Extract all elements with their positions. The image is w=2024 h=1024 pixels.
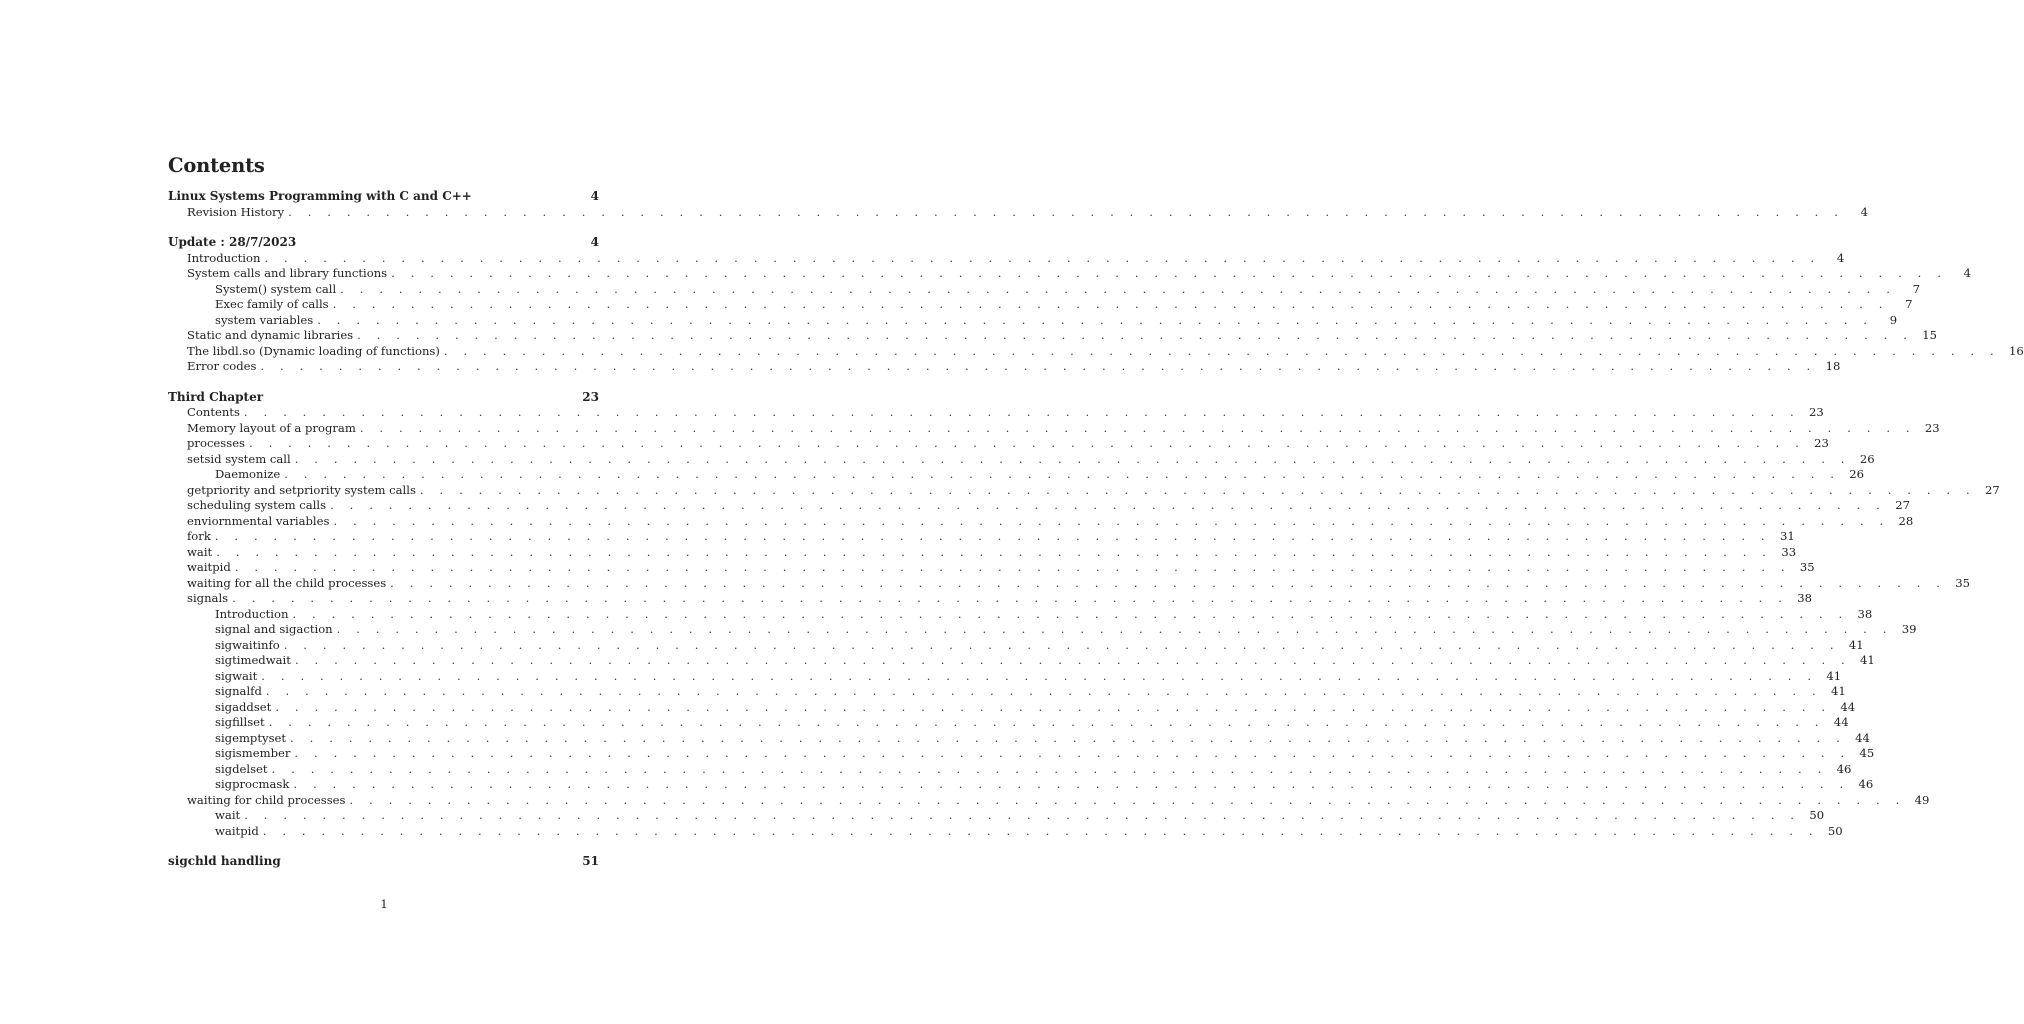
toc-entry[interactable]: [168, 606, 1873, 623]
toc-entry-page: 16: [2009, 343, 2024, 358]
toc-entry-page: 23: [1809, 405, 1824, 419]
toc-entry[interactable]: [168, 560, 1815, 576]
toc-entry[interactable]: [168, 343, 2024, 360]
page-title: Contents: [168, 154, 265, 177]
toc-entry-page: 35: [1799, 560, 1815, 574]
toc-entry[interactable]: [168, 653, 1875, 669]
toc-entry[interactable]: [168, 250, 1845, 267]
toc-entry[interactable]: [168, 529, 1795, 545]
toc-chapter: [168, 189, 1869, 220]
toc-entry[interactable]: [168, 715, 1849, 731]
toc-entry-page: 46: [1858, 777, 1874, 791]
toc-entry[interactable]: [168, 513, 1914, 530]
dot-leader: . . . . . . . . . . . . . . . . . . . . . . . . . . . . . . . . . . . . . . . . . . . . . . . . . . . . . . . . . . . . . . . . . . . . . . . . . . . . . . . .: [262, 823, 1819, 838]
toc-entry-page: 33: [1781, 544, 1797, 559]
dot-leader: . . . . . . . . . . . . . . . . . . . . . . . . . . . . . . . . . . . . . . . . . . . . . . . . . . . . . . . . . . . . . . . . . . . . . . . . . . . . . . . .: [443, 343, 2000, 358]
dot-leader: . . . . . . . . . . . . . . . . . . . . . . . . . . . . . . . . . . . . . . . . . . . . . . . . . . . . . . . . . . . . . . . . . . . . . . . . . . . . . . . .: [264, 250, 1821, 265]
toc-entry-page: 44: [1833, 715, 1849, 729]
toc-entry[interactable]: [168, 266, 1972, 282]
toc-entry-page: 7: [1905, 297, 1913, 311]
toc-chapter-heading[interactable]: [168, 189, 599, 205]
toc-entry[interactable]: [168, 777, 1874, 793]
toc-entry[interactable]: [168, 436, 1829, 452]
page-number: 1: [380, 897, 388, 911]
toc-entry[interactable]: [168, 575, 1971, 592]
toc-entry[interactable]: [168, 792, 1930, 809]
toc-entry-page: 41: [1848, 637, 1864, 652]
table-of-contents: [168, 189, 2024, 885]
toc-entry[interactable]: [168, 544, 1797, 561]
toc-entry-label: sigwaitinfo: [215, 637, 280, 652]
toc-entry-label: wait: [187, 544, 213, 559]
toc-entry[interactable]: [168, 498, 1910, 514]
toc-entry-label: Introduction: [187, 250, 261, 265]
dot-leader: . . . . . . . . . . . . . . . . . . . . . . . . . . . . . . . . . . . . . . . . . . . . . . . . . . . . . . . . . . . . . . . . . . . . . . . . . . . . . . . .: [391, 266, 1948, 280]
toc-entry-page: 4: [1860, 204, 1869, 219]
toc-entry-label: sigwait: [215, 668, 258, 683]
toc-entry-page: 39: [1901, 622, 1917, 636]
toc-entry-page: 50: [1827, 823, 1843, 838]
toc-entry[interactable]: [168, 467, 1865, 483]
toc-entry-label: System calls and library functions: [187, 266, 388, 280]
dot-leader: . . . . . . . . . . . . . . . . . . . . . . . . . . . . . . . . . . . . . . . . . . . . . . . . . . . . . . . . . . . . . . . . . . . . . . . . . . . . . . . .: [333, 513, 1890, 528]
dot-leader: . . . . . . . . . . . . . . . . . . . . . . . . . . . . . . . . . . . . . . . . . . . . . . . . . . . . . . . . . . . . . . . . . . . . . . . . . . . . . . . .: [265, 684, 1822, 698]
toc-entry-page: 41: [1860, 653, 1875, 667]
toc-entry[interactable]: [168, 699, 1856, 716]
toc-chapter-page: 23: [582, 389, 599, 404]
dot-leader: . . . . . . . . . . . . . . . . . . . . . . . . . . . . . . . . . . . . . . . . . . . . . . . . . . . . . . . . . . . . . . . . . . . . . . . . . . . . . . . .: [234, 560, 1791, 574]
toc-entry-page: 9: [1889, 312, 1898, 327]
dot-leader: . . . . . . . . . . . . . . . . . . . . . . . . . . . . . . . . . . . . . . . . . . . . . . . . . . . . . . . . . . . . . . . . . . . . . . . . . . . . . . . .: [349, 792, 1906, 807]
toc-entry-label: system variables: [215, 312, 314, 327]
toc-entry-page: 45: [1859, 746, 1875, 760]
toc-entry[interactable]: [168, 359, 1841, 375]
toc-entry-page: 46: [1836, 761, 1852, 776]
toc-entry-label: The libdl.so (Dynamic loading of functions): [187, 343, 440, 358]
toc-entry-page: 38: [1857, 606, 1873, 621]
toc-entry[interactable]: [168, 482, 2000, 499]
toc-entry[interactable]: [168, 328, 1938, 344]
toc-entry-label: signalfd: [215, 684, 262, 698]
toc-entry-label: Contents: [187, 405, 240, 419]
toc-entry-label: sigismember: [215, 746, 291, 760]
toc-entry-label: waiting for child processes: [187, 792, 346, 807]
dot-leader: . . . . . . . . . . . . . . . . . . . . . . . . . . . . . . . . . . . . . . . . . . . . . . . . . . . . . . . . . . . . . . . . . . . . . . . . . . . . . . . .: [243, 405, 1800, 419]
toc-entry-label: Error codes: [187, 359, 257, 373]
toc-entry-label: waitpid: [187, 560, 231, 574]
toc-entry-page: 23: [1924, 420, 1940, 435]
toc-entry[interactable]: [168, 312, 1898, 329]
toc-entry-page: 26: [1859, 451, 1875, 466]
toc-entry-label: Exec family of calls: [215, 297, 329, 311]
dot-leader: . . . . . . . . . . . . . . . . . . . . . . . . . . . . . . . . . . . . . . . . . . . . . . . . . . . . . . . . . . . . . . . . . . . . . . . . . . . . . . . .: [293, 777, 1850, 791]
dot-leader: . . . . . . . . . . . . . . . . . . . . . . . . . . . . . . . . . . . . . . . . . . . . . . . . . . . . . . . . . . . . . . . . . . . . . . . . . . . . . . . .: [390, 575, 1947, 590]
toc-entry[interactable]: [168, 808, 1825, 824]
toc-chapter-heading[interactable]: [168, 854, 599, 870]
toc-entry[interactable]: [168, 204, 1869, 221]
dot-leader: . . . . . . . . . . . . . . . . . . . . . . . . . . . . . . . . . . . . . . . . . . . . . . . . . . . . . . . . . . . . . . . . . . . . . . . . . . . . . . . .: [249, 436, 1805, 450]
dot-leader: . . . . . . . . . . . . . . . . . . . . . . . . . . . . . . . . . . . . . . . . . . . . . . . . . . . . . . . . . . . . . . . . . . . . . . . . . . . . . . . .: [294, 653, 1851, 667]
toc-entry-page: 49: [1914, 792, 1930, 807]
toc-entry-page: 18: [1825, 359, 1841, 373]
toc-entry-page: 41: [1826, 668, 1842, 683]
toc-entry-label: System() system call: [215, 281, 337, 296]
toc-entry[interactable]: [168, 297, 1913, 313]
toc-entry[interactable]: [168, 823, 1843, 840]
toc-entry-label: signals: [187, 591, 229, 605]
toc-entry-page: 35: [1955, 575, 1971, 590]
toc-entry-page: 4: [1836, 250, 1845, 265]
toc-entry-label: wait: [215, 808, 241, 822]
toc-entry-label: signal and sigaction: [215, 622, 333, 636]
toc-chapter-title: Update : 28/7/2023: [168, 235, 297, 249]
toc-entry-label: waiting for all the child processes: [187, 575, 387, 590]
toc-entry[interactable]: [168, 746, 1875, 762]
dot-leader: . . . . . . . . . . . . . . . . . . . . . . . . . . . . . . . . . . . . . . . . . . . . . . . . . . . . . . . . . . . . . . . . . . . . . . . . . . . . . . . .: [359, 420, 1916, 435]
toc-entry-page: 44: [1855, 730, 1870, 745]
toc-entry[interactable]: [168, 637, 1864, 654]
dot-leader: . . . . . . . . . . . . . . . . . . . . . . . . . . . . . . . . . . . . . . . . . . . . . . . . . . . . . . . . . . . . . . . . . . . . . . . . . . . . . . . .: [336, 622, 1893, 636]
dot-leader: . . . . . . . . . . . . . . . . . . . . . . . . . . . . . . . . . . . . . . . . . . . . . . . . . . . . . . . . . . . . . . . . . . . . . . . . . . . . . . . .: [332, 297, 1889, 311]
toc-chapter-page: 4: [590, 235, 599, 249]
dot-leader: . . . . . . . . . . . . . . . . . . . . . . . . . . . . . . . . . . . . . . . . . . . . . . . . . . . . . . . . . . . . . . . . . . . . . . . . . . . . . . . .: [292, 606, 1849, 621]
dot-leader: . . . . . . . . . . . . . . . . . . . . . . . . . . . . . . . . . . . . . . . . . . . . . . . . . . . . . . . . . . . . . . . . . . . . . . . . . . . . . . . .: [317, 312, 1874, 327]
toc-entry-label: sigtimedwait: [215, 653, 291, 667]
toc-entry-page: 7: [1912, 281, 1921, 296]
toc-entry-label: sigemptyset: [215, 730, 287, 745]
toc-entry-page: 41: [1831, 684, 1846, 698]
toc-entry-label: sigprocmask: [215, 777, 290, 791]
toc-entry-label: Introduction: [215, 606, 289, 621]
dot-leader: . . . . . . . . . . . . . . . . . . . . . . . . . . . . . . . . . . . . . . . . . . . . . . . . . . . . . . . . . . . . . . . . . . . . . . . . . . . . . . . .: [260, 359, 1817, 373]
toc-entry[interactable]: [168, 684, 1846, 700]
toc-entry[interactable]: [168, 622, 1917, 638]
dot-leader: . . . . . . . . . . . . . . . . . . . . . . . . . . . . . . . . . . . . . . . . . . . . . . . . . . . . . . . . . . . . . . . . . . . . . . . . . . . . . . . .: [216, 544, 1773, 559]
toc-chapter-title: sigchld handling: [168, 854, 281, 868]
toc-entry[interactable]: [168, 281, 1921, 298]
dot-leader: . . . . . . . . . . . . . . . . . . . . . . . . . . . . . . . . . . . . . . . . . . . . . . . . . . . . . . . . . . . . . . . . . . . . . . . . . . . . . . . .: [288, 204, 1845, 219]
toc-entry-page: 44: [1840, 699, 1856, 714]
toc-chapter-page: 51: [582, 854, 599, 868]
toc-entry-label: Daemonize: [215, 467, 281, 481]
toc-entry-label: scheduling system calls: [187, 498, 327, 512]
toc-chapter-heading[interactable]: [168, 235, 599, 251]
toc-entry-label: sigfillset: [215, 715, 265, 729]
toc-chapter: [168, 389, 2000, 840]
dot-leader: . . . . . . . . . . . . . . . . . . . . . . . . . . . . . . . . . . . . . . . . . . . . . . . . . . . . . . . . . . . . . . . . . . . . . . . . . . . . . . . .: [268, 715, 1825, 729]
toc-entry-page: 23: [1814, 436, 1829, 450]
toc-entry[interactable]: [168, 730, 1870, 747]
toc-entry[interactable]: [168, 668, 1842, 685]
dot-leader: . . . . . . . . . . . . . . . . . . . . . . . . . . . . . . . . . . . . . . . . . . . . . . . . . . . . . . . . . . . . . . . . . . . . . . . . . . . . . . . .: [290, 730, 1846, 745]
toc-chapter: [168, 235, 2024, 375]
dot-leader: . . . . . . . . . . . . . . . . . . . . . . . . . . . . . . . . . . . . . . . . . . . . . . . . . . . . . . . . . . . . . . . . . . . . . . . . . . . . . . . .: [261, 668, 1818, 683]
toc-entry-page: 38: [1797, 591, 1812, 605]
toc-entry-page: 26: [1849, 467, 1865, 481]
toc-entry[interactable]: [168, 591, 1812, 607]
dot-leader: . . . . . . . . . . . . . . . . . . . . . . . . . . . . . . . . . . . . . . . . . . . . . . . . . . . . . . . . . . . . . . . . . . . . . . . . . . . . . . . .: [275, 699, 1832, 714]
toc-entry-label: fork: [187, 529, 211, 543]
dot-leader: . . . . . . . . . . . . . . . . . . . . . . . . . . . . . . . . . . . . . . . . . . . . . . . . . . . . . . . . . . . . . . . . . . . . . . . . . . . . . . . .: [214, 529, 1771, 543]
toc-chapter-title: Third Chapter: [168, 389, 264, 404]
toc-entry-page: 4: [1963, 266, 1972, 280]
toc-chapter-page: 4: [590, 189, 599, 203]
toc-entry-page: 31: [1779, 529, 1795, 543]
dot-leader: . . . . . . . . . . . . . . . . . . . . . . . . . . . . . . . . . . . . . . . . . . . . . . . . . . . . . . . . . . . . . . . . . . . . . . . . . . . . . . . .: [283, 637, 1840, 652]
toc-entry[interactable]: [168, 420, 1940, 437]
toc-entry-label: Static and dynamic libraries: [187, 328, 354, 342]
toc-chapter: [168, 854, 599, 870]
toc-entry-page: 15: [1922, 328, 1938, 342]
dot-leader: . . . . . . . . . . . . . . . . . . . . . . . . . . . . . . . . . . . . . . . . . . . . . . . . . . . . . . . . . . . . . . . . . . . . . . . . . . . . . . . .: [244, 808, 1801, 822]
dot-leader: . . . . . . . . . . . . . . . . . . . . . . . . . . . . . . . . . . . . . . . . . . . . . . . . . . . . . . . . . . . . . . . . . . . . . . . . . . . . . . . .: [294, 451, 1851, 466]
toc-entry-label: sigaddset: [215, 699, 272, 714]
toc-entry-label: enviornmental variables: [187, 513, 330, 528]
dot-leader: . . . . . . . . . . . . . . . . . . . . . . . . . . . . . . . . . . . . . . . . . . . . . . . . . . . . . . . . . . . . . . . . . . . . . . . . . . . . . . . .: [271, 761, 1828, 776]
toc-entry-label: processes: [187, 436, 246, 450]
dot-leader: . . . . . . . . . . . . . . . . . . . . . . . . . . . . . . . . . . . . . . . . . . . . . . . . . . . . . . . . . . . . . . . . . . . . . . . . . . . . . . . .: [340, 281, 1897, 296]
toc-entry-label: getpriority and setpriority system calls: [187, 482, 416, 497]
toc-entry[interactable]: [168, 405, 1824, 421]
dot-leader: . . . . . . . . . . . . . . . . . . . . . . . . . . . . . . . . . . . . . . . . . . . . . . . . . . . . . . . . . . . . . . . . . . . . . . . . . . . . . . . .: [232, 591, 1788, 605]
toc-entry[interactable]: [168, 451, 1875, 468]
toc-entry-page: 27: [1985, 482, 2000, 497]
toc-entry-page: 50: [1809, 808, 1825, 822]
toc-chapter-heading[interactable]: [168, 390, 599, 406]
toc-entry-page: 27: [1895, 498, 1910, 512]
dot-leader: . . . . . . . . . . . . . . . . . . . . . . . . . . . . . . . . . . . . . . . . . . . . . . . . . . . . . . . . . . . . . . . . . . . . . . . . . . . . . . . .: [284, 467, 1841, 481]
toc-chapter-title: Linux Systems Programming with C and C++: [168, 189, 472, 203]
toc-entry-label: waitpid: [215, 823, 259, 838]
toc-entry-label: Memory layout of a program: [187, 420, 356, 435]
toc-entry-label: setsid system call: [187, 451, 291, 466]
dot-leader: . . . . . . . . . . . . . . . . . . . . . . . . . . . . . . . . . . . . . . . . . . . . . . . . . . . . . . . . . . . . . . . . . . . . . . . . . . . . . . . .: [357, 328, 1914, 342]
dot-leader: . . . . . . . . . . . . . . . . . . . . . . . . . . . . . . . . . . . . . . . . . . . . . . . . . . . . . . . . . . . . . . . . . . . . . . . . . . . . . . . .: [330, 498, 1886, 512]
toc-entry[interactable]: [168, 761, 1852, 778]
dot-leader: . . . . . . . . . . . . . . . . . . . . . . . . . . . . . . . . . . . . . . . . . . . . . . . . . . . . . . . . . . . . . . . . . . . . . . . . . . . . . . . .: [419, 482, 1976, 497]
toc-entry-label: sigdelset: [215, 761, 268, 776]
dot-leader: . . . . . . . . . . . . . . . . . . . . . . . . . . . . . . . . . . . . . . . . . . . . . . . . . . . . . . . . . . . . . . . . . . . . . . . . . . . . . . . .: [294, 746, 1851, 760]
toc-entry-page: 28: [1898, 513, 1914, 528]
toc-entry-label: Revision History: [187, 204, 285, 219]
